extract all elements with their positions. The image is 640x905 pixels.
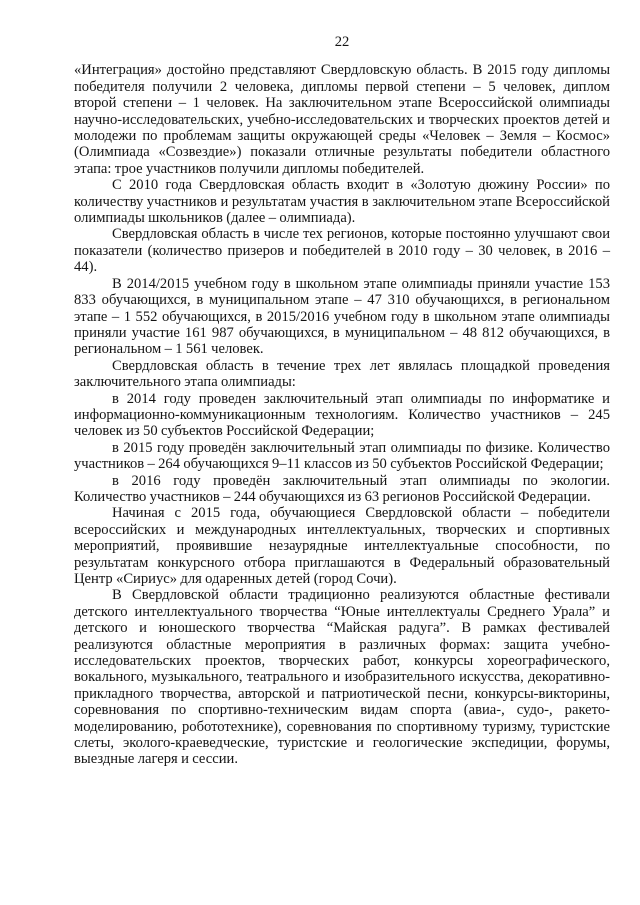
paragraph-2014-informatics: в 2014 году проведен заключительный этап олимпиады по информатике и информационно-коммуникационным технологиям. Количество участников – 245 человек из 50 субъектов Российской Федерации; bbox=[74, 390, 610, 440]
page-number: 22 bbox=[334, 34, 350, 50]
paragraph-festivals: В Свердловской области традиционно реализуются областные фестивали детского интеллектуального творчества “Юные интеллектуалы Среднего Урала” и детского и юношеского творчества “Майская радуга”. В рамках фестивалей реализуются областные мероприятия в различных формах: защита учебно-исследовательских проектов, творческих работ, конкурсы хореографического, вокального, музыкального, театрального и изобразительного искусства, декоративно-прикладного творчества, авторской и патриотической песни, конкурсы-викторины, соревнования по спортивно-техническим видам спорта (авиа-, судо-, ракето- моделированию, робототехнике), соревнования по спортивному туризму, туристские слеты, эколого-краеведческие, туристские и геологические экспедиции, форумы, выездные лагеря и сессии. bbox=[74, 587, 610, 768]
paragraph-improvement: Свердловская область в числе тех регионов, которые постоянно улучшают свои показатели (количество призеров и победителей в 2010 году – 30 человек, в 2016 – 44). bbox=[74, 226, 610, 276]
paragraph-golden-dozen: С 2010 года Свердловская область входит в «Золотую дюжину России» по количеству участников и результатам участия в заключительном этапе Всероссийской олимпиады школьников (далее – олимпиада). bbox=[74, 177, 610, 227]
paragraph-participation-stats: В 2014/2015 учебном году в школьном этапе олимпиады приняли участие 153 833 обучающихся, в муниципальном этапе – 47 310 обучающихся, в региональном этапе – 1 552 обучающихся, в 2015/2016 учебном году в школьном этапе олимпиады приняли участие 161 987 обучающихся, в муниципальном – 48 812 обучающихся, в региональном – 1 561 человек. bbox=[74, 275, 610, 358]
paragraph-2016-ecology: в 2016 году проведён заключительный этап олимпиады по экологии. Количество участников – 244 обучающихся из 63 регионов Российской Федерации. bbox=[74, 472, 610, 505]
paragraph-final-stage-host: Свердловская область в течение трех лет являлась площадкой проведения заключительного этапа олимпиады: bbox=[74, 357, 610, 391]
document-page bbox=[74, 34, 610, 768]
paragraph-integration: «Интеграция» достойно представляют Свердловскую область. В 2015 году дипломы победителя получили 2 человека, дипломы первой степени – 5 человек, диплом второй степени – 1 человек. На заключительном этапе Всероссийской олимпиады научно-исследовательских, учебно-исследовательских и творческих проектов детей и молодежи по проблемам защиты окружающей среды «Человек – Земля – Космос» (Олимпиада «Созвездие») показали отличные результаты победители областного этапа: трое участников получили дипломы победителей. bbox=[74, 62, 610, 177]
paragraph-2015-physics: в 2015 году проведён заключительный этап олимпиады по физике. Количество участников – 264 обучающихся 9–11 классов из 50 субъектов Российской Федерации; bbox=[74, 439, 610, 473]
paragraph-sirius: Начиная с 2015 года, обучающиеся Свердловской области – победители всероссийских и международных интеллектуальных, творческих и спортивных мероприятий, проявившие незаурядные интеллектуальные способности, по результатам конкурсного отбора приглашаются в Федеральный образовательный Центр «Сириус» для одаренных детей (город Сочи). bbox=[74, 505, 610, 587]
